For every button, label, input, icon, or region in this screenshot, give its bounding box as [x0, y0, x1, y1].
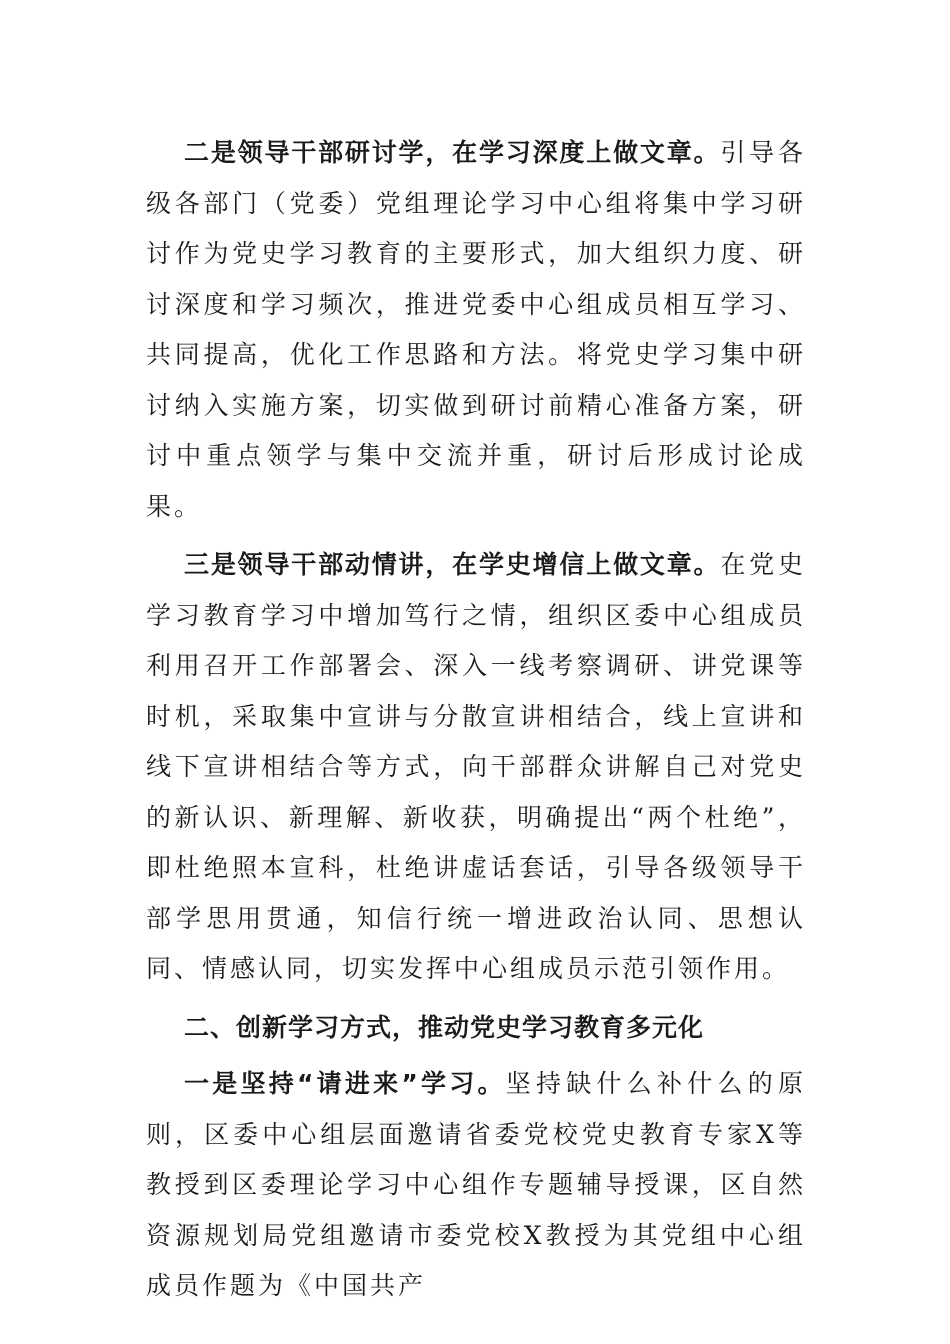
paragraph-emotional-lecture	[146, 540, 806, 995]
paragraph-lead: 三是领导干部动情讲，在学史增信上做文章。	[184, 550, 721, 579]
document-page	[146, 128, 806, 1320]
paragraph-seminar-study	[146, 128, 806, 532]
paragraph-invite-in	[146, 1059, 806, 1312]
paragraph-lead: 二是领导干部研讨学，在学习深度上做文章。	[184, 138, 721, 167]
section-heading	[146, 1003, 806, 1054]
paragraph-body: 引导各级各部门（党委）党组理论学习中心组将集中学习研讨作为党史学习教育的主要形式，加大组织力度、研讨深度和学习频次，推进党委中心组成员相互学习、共同提高，优化工作思路和方法。将党史学习集中研讨纳入实施方案，切实做到研讨前精心准备方案，研讨中重点领学与集中交流并重，研讨后形成讨论成果。	[146, 138, 806, 521]
paragraph-lead: 一是坚持“请进来”学习。	[184, 1069, 506, 1098]
paragraph-body: 坚持缺什么补什么的原则，区委中心组层面邀请省委党校党史教育专家X等教授到区委理论学习中心组作专题辅导授课，区自然资源规划局党组邀请市委党校X教授为其党组中心组成员作题为《中国共产	[146, 1069, 806, 1300]
paragraph-body: 在党史学习教育学习中增加笃行之情，组织区委中心组成员利用召开工作部署会、深入一线考察调研、讲党课等时机，采取集中宣讲与分散宣讲相结合，线上宣讲和线下宣讲相结合等方式，向干部群众讲解自己对党史的新认识、新理解、新收获，明确提出“两个杜绝”，即杜绝照本宣科，杜绝讲虚话套话，引导各级领导干部学思用贯通，知信行统一增进政治认同、思想认同、情感认同，切实发挥中心组成员示范引领作用。	[146, 550, 806, 983]
section-heading-text: 二、创新学习方式，推动党史学习教育多元化	[184, 1012, 705, 1042]
